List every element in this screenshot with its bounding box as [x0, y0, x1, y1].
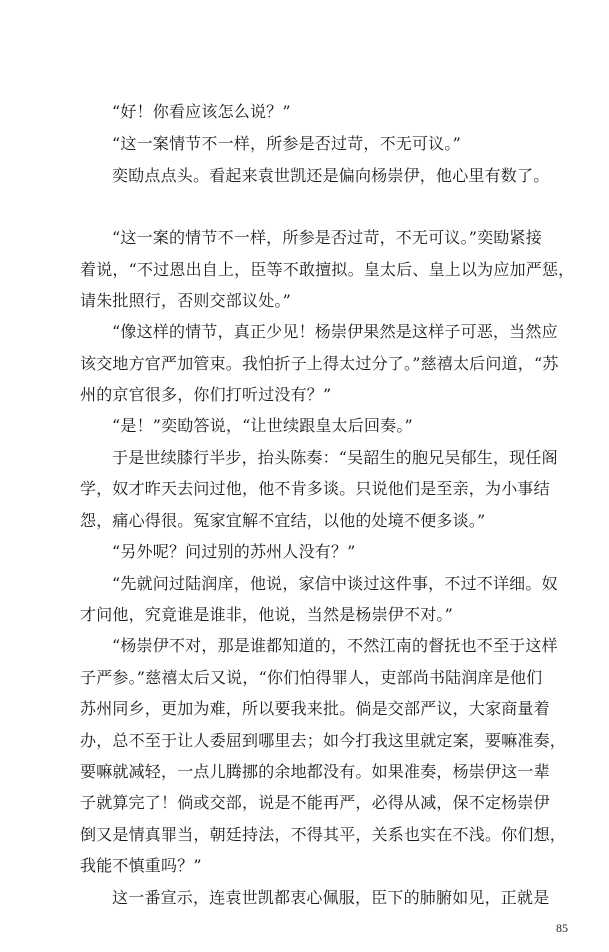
text-line: 子就算完了！倘或交部，说是不能再严，必得从减，保不定杨崇伊: [80, 793, 550, 812]
page-number: 85: [556, 921, 568, 935]
text-line: 着说，“不过恩出自上，臣等不敢擅拟。皇太后、皇上以为应加严惩，: [80, 260, 575, 279]
text-line: “像这样的情节，真正少见！杨崇伊果然是这样子可恶，当然应: [112, 322, 558, 341]
text-line: “另外呢？问过别的苏州人没有？”: [112, 542, 356, 561]
text-line: 办，总不至于让人委屈到哪里去；如今打我这里就定案，要嘛准奏，: [80, 731, 567, 750]
text-line: 州的京官很多，你们打听过没有？”: [80, 385, 332, 404]
text-line: 怨，痛心得很。冤家宜解不宜结，以他的处境不便多谈。”: [80, 511, 486, 530]
text-line: 子严参。”慈禧太后又说，“你们怕得罪人，吏部尚书陆润庠是他们: [80, 668, 543, 687]
text-line: 于是世续膝行半步，抬头陈奏：“吴韶生的胞兄吴郁生，现任阁: [112, 448, 558, 467]
text-line: “这一案情节不一样，所参是否过苛，不无可议。”: [112, 134, 461, 153]
text-line: “是！”奕劻答说，“让世续跟皇太后回奏。”: [112, 416, 413, 435]
text-line: 才问他，究竟谁是谁非，他说，当然是杨崇伊不对。”: [80, 605, 453, 624]
text-line: 奕劻点点头。看起来袁世凯还是偏向杨崇伊，他心里有数了。: [112, 166, 550, 185]
text-line: “好！你看应该怎么说？”: [112, 102, 291, 121]
text-line: “这一案的情节不一样，所参是否过苛，不无可议。”奕劻紧接: [112, 228, 542, 247]
text-line: 倒又是情真罪当，朝廷持法，不得其平，关系也实在不浅。你们想，: [80, 825, 567, 844]
text-line: 请朱批照行，否则交部议处。”: [80, 291, 291, 310]
text-line: 这一番宣示，连袁世凯都衷心佩服，臣下的肺腑如见，正就是: [112, 888, 550, 907]
text-line: 该交地方官严加管束。我怕折子上得太过分了。”慈禧太后问道，“苏: [80, 354, 559, 373]
text-line: “杨崇伊不对，那是谁都知道的，不然江南的督抚也不至于这样: [112, 636, 558, 655]
text-line: “先就问过陆润庠，他说，家信中谈过这件事，不过不详细。奴: [112, 574, 558, 593]
text-line: 学，奴才昨天去问过他，他不肯多谈。只说他们是至亲，为小事结: [80, 479, 550, 498]
text-line: 要嘛就减轻，一点儿腾挪的余地都没有。如果准奏，杨崇伊这一辈: [80, 762, 550, 781]
text-line: 苏州同乡，更加为难，所以要我来批。倘是交部严议，大家商量着: [80, 699, 550, 718]
text-line: 我能不慎重吗？”: [80, 856, 202, 875]
